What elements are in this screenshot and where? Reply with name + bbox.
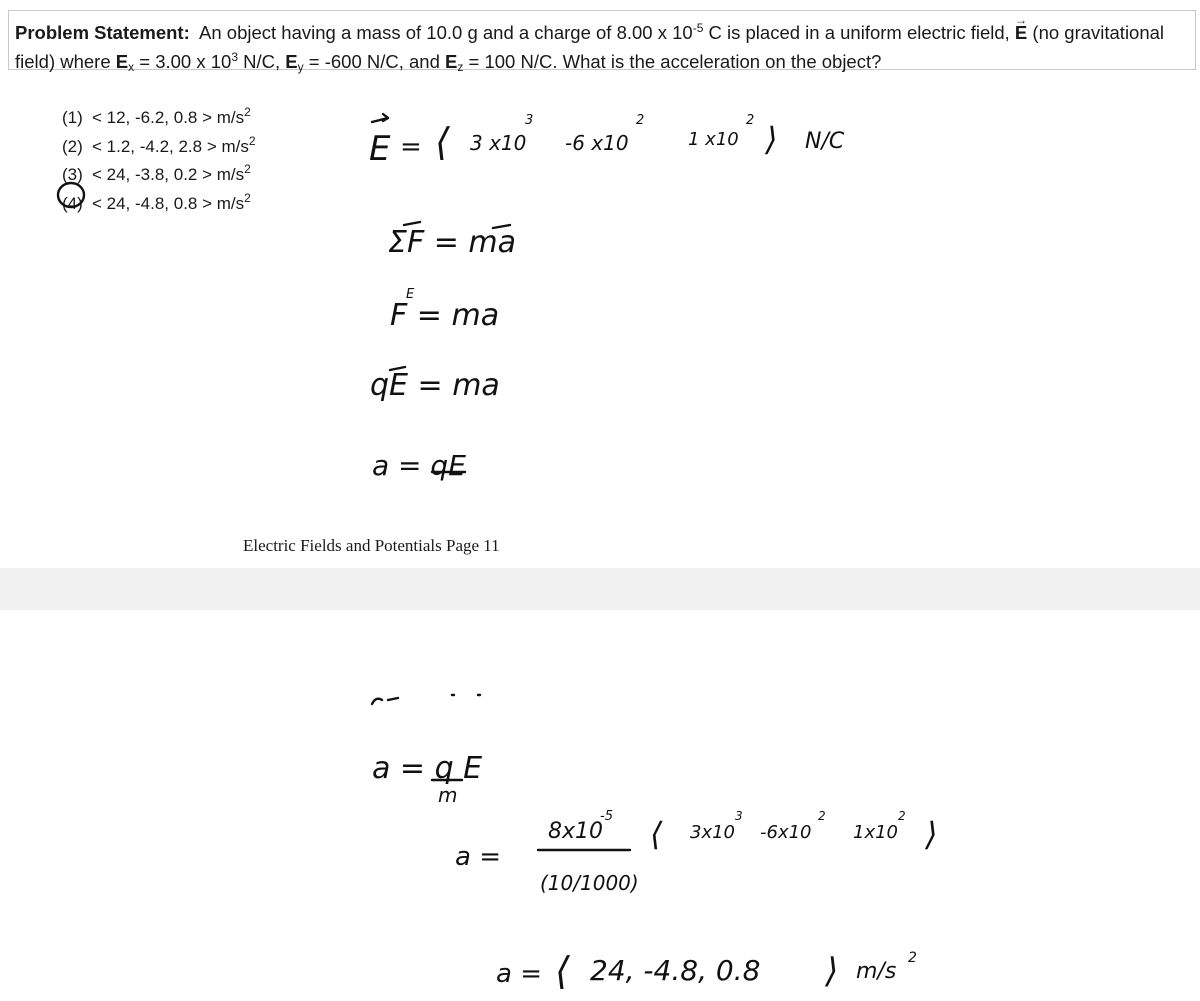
hand-bracket-close: ⟩ bbox=[765, 120, 778, 158]
hand-vec-x-exp: 3 bbox=[735, 809, 743, 823]
choice-exponent: 2 bbox=[244, 162, 251, 176]
hand-final-values: 24, -4.8, 0.8 bbox=[590, 954, 761, 987]
hand-a-eq-qm: a = q E bbox=[372, 751, 483, 786]
choice-text: < 24, -4.8, 0.8 > m/s bbox=[92, 193, 245, 213]
hand-final-unit-exp: 2 bbox=[908, 950, 917, 966]
hand-mass-den: (10/1000) bbox=[540, 871, 639, 895]
choice-number: (2) bbox=[62, 136, 83, 156]
hand-charge-exp: -5 bbox=[600, 809, 613, 824]
hand-bracket-open: ⟨ bbox=[435, 120, 450, 164]
answer-circle-mark bbox=[58, 183, 84, 207]
hand-qe-ma: qE = ma bbox=[370, 368, 500, 403]
hand-vec-z-exp: 2 bbox=[898, 809, 906, 823]
choice-number: (4) bbox=[62, 193, 83, 213]
hand-ex-exp: 3 bbox=[525, 113, 534, 128]
field-vector-symbol: → E bbox=[1015, 20, 1027, 45]
hand-denominator-m: m bbox=[438, 783, 458, 807]
hand-a-label: a = bbox=[455, 842, 501, 872]
hand-vec-close: ⟩ bbox=[925, 815, 938, 853]
notebook-page-bottom bbox=[0, 610, 1200, 1001]
ex-unit: N/C, bbox=[238, 51, 286, 72]
choice-number: (1) bbox=[62, 108, 83, 127]
field-vector-arrow bbox=[372, 114, 388, 122]
hand-vec-y-exp: 2 bbox=[818, 809, 826, 823]
ex-label: E bbox=[115, 51, 129, 72]
problem-text-3: (no gravitational field) where bbox=[15, 22, 1165, 72]
ez-label: E bbox=[445, 51, 458, 72]
ez-value: = 100 N/C. What is the acceleration on the object? bbox=[463, 51, 882, 72]
hand-vec-z: 1x10 bbox=[853, 822, 899, 843]
hand-vec-y: -6x10 bbox=[760, 822, 812, 843]
charge-exponent: -5 bbox=[692, 21, 704, 35]
hand-vec-x: 3x10 bbox=[690, 822, 736, 843]
hand-ez-base: 1 x10 bbox=[688, 129, 739, 150]
hand-electric-force-sup: E bbox=[406, 287, 415, 302]
choice-text: < 24, -3.8, 0.2 > m/s bbox=[92, 165, 245, 184]
hand-equals-1: = bbox=[400, 132, 422, 162]
ex-exponent: 3 bbox=[231, 50, 238, 64]
hand-ex-base: 3 x10 bbox=[470, 131, 527, 155]
hand-field-e: E bbox=[369, 129, 391, 169]
ey-subscript: y bbox=[297, 60, 304, 74]
hand-ey-exp: 2 bbox=[636, 113, 645, 128]
hand-unit-nc: N/C bbox=[805, 129, 845, 154]
hand-charge-num: 8x10 bbox=[548, 819, 604, 844]
hand-ez-exp: 2 bbox=[746, 113, 755, 128]
choice-text: < 1.2, -4.2, 2.8 > m/s bbox=[92, 136, 249, 156]
hand-final-unit: m/s bbox=[856, 959, 897, 984]
hand-cutoff-fragment bbox=[372, 695, 480, 704]
hand-final-close: ⟩ bbox=[825, 951, 839, 991]
page-footer: Electric Fields and Potentials Page 11 bbox=[243, 536, 500, 555]
hand-newton-2nd-law: ΣF = ma bbox=[388, 225, 517, 260]
handwriting-bottom bbox=[0, 610, 1200, 1001]
choice-exponent: 2 bbox=[244, 190, 251, 205]
ex-subscript: x bbox=[128, 60, 135, 74]
problem-text-1: An object having a mass of 10.0 g and a charge of 8.00 x 10 bbox=[199, 22, 693, 43]
problem-label: Problem Statement: bbox=[15, 22, 190, 43]
page-break bbox=[0, 568, 1200, 610]
ez-subscript: z bbox=[457, 60, 464, 74]
choice-number: (3) bbox=[62, 165, 83, 184]
hand-final-open: ⟨ bbox=[555, 949, 570, 993]
hand-electric-force: F = ma bbox=[390, 298, 500, 333]
hand-ey-base: -6 x10 bbox=[565, 131, 629, 155]
problem-text-2: C is placed in a uniform electric field, bbox=[703, 22, 1015, 43]
ey-label: E bbox=[285, 51, 298, 72]
ey-value: = -600 N/C, and bbox=[303, 51, 446, 72]
choice-exponent: 2 bbox=[248, 133, 256, 148]
hand-vec-open: ⟨ bbox=[650, 815, 663, 853]
choice-exponent: 2 bbox=[244, 105, 251, 119]
hand-a-eq: a = qE bbox=[372, 449, 466, 482]
hand-final-lhs: a = bbox=[496, 959, 542, 989]
choice-text: < 12, -6.2, 0.8 > m/s bbox=[92, 108, 245, 127]
ex-value: = 3.00 x 10 bbox=[134, 51, 232, 72]
